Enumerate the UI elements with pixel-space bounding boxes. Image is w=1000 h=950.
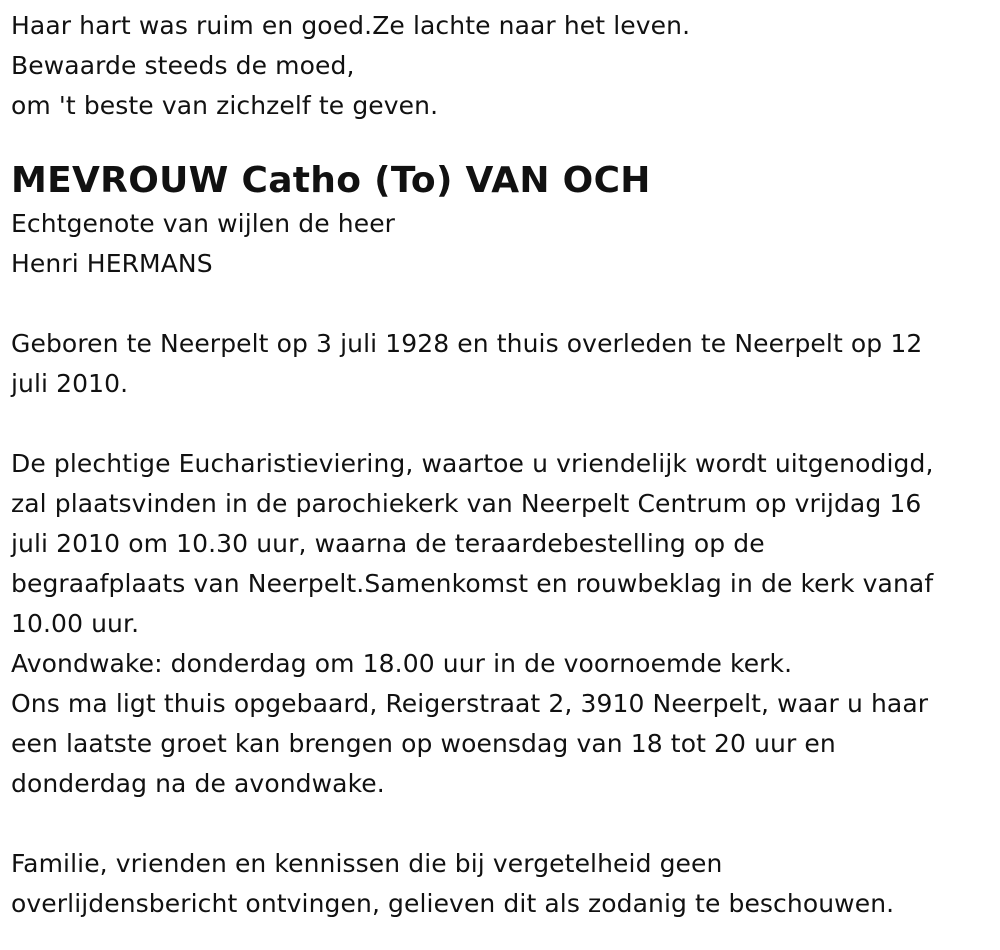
paragraph-line: Familie, vrienden en kennissen die bij vergetelheid geen — [11, 849, 723, 878]
paragraph-line: zal plaatsvinden in de parochiekerk van Neerpelt Centrum op vrijdag 16 — [11, 489, 922, 518]
birth-death-paragraph — [11, 324, 1000, 404]
paragraph-line: overlijdensbericht ontvingen, gelieven dit als zodanig te beschouwen. — [11, 889, 895, 918]
spacer — [11, 284, 1000, 324]
poem-line: Haar hart was ruim en goed.Ze lachte naar het leven. — [11, 11, 691, 40]
spacer — [11, 804, 1000, 844]
notice-paragraph — [11, 844, 1000, 924]
paragraph-line: juli 2010. — [11, 369, 129, 398]
paragraph-line: een laatste groet kan brengen op woensdag van 18 tot 20 uur en — [11, 729, 836, 758]
poem-line: om 't beste van zichzelf te geven. — [11, 91, 439, 120]
paragraph-line: Ons ma ligt thuis opgebaard, Reigerstraat 2, 3910 Neerpelt, waar u haar — [11, 689, 929, 718]
paragraph-line: juli 2010 om 10.30 uur, waarna de teraardebestelling op de — [11, 529, 765, 558]
paragraph-line: donderdag na de avondwake. — [11, 769, 385, 798]
spouse-line: Echtgenote van wijlen de heer — [11, 209, 396, 238]
ceremony-paragraph — [11, 444, 1000, 804]
spouse-info — [11, 204, 1000, 284]
poem — [11, 6, 1000, 126]
spacer — [11, 404, 1000, 444]
paragraph-line: Geboren te Neerpelt op 3 juli 1928 en thuis overleden te Neerpelt op 12 — [11, 329, 923, 358]
deceased-name: MEVROUW Catho (To) VAN OCH — [11, 160, 651, 201]
poem-line: Bewaarde steeds de moed, — [11, 51, 355, 80]
paragraph-line: begraafplaats van Neerpelt.Samenkomst en rouwbeklag in de kerk vanaf — [11, 569, 934, 598]
spouse-line: Henri HERMANS — [11, 249, 213, 278]
paragraph-line: Avondwake: donderdag om 18.00 uur in de voornoemde kerk. — [11, 649, 793, 678]
paragraph-line: De plechtige Eucharistieviering, waartoe u vriendelijk wordt uitgenodigd, — [11, 449, 934, 478]
paragraph-line: 10.00 uur. — [11, 609, 140, 638]
